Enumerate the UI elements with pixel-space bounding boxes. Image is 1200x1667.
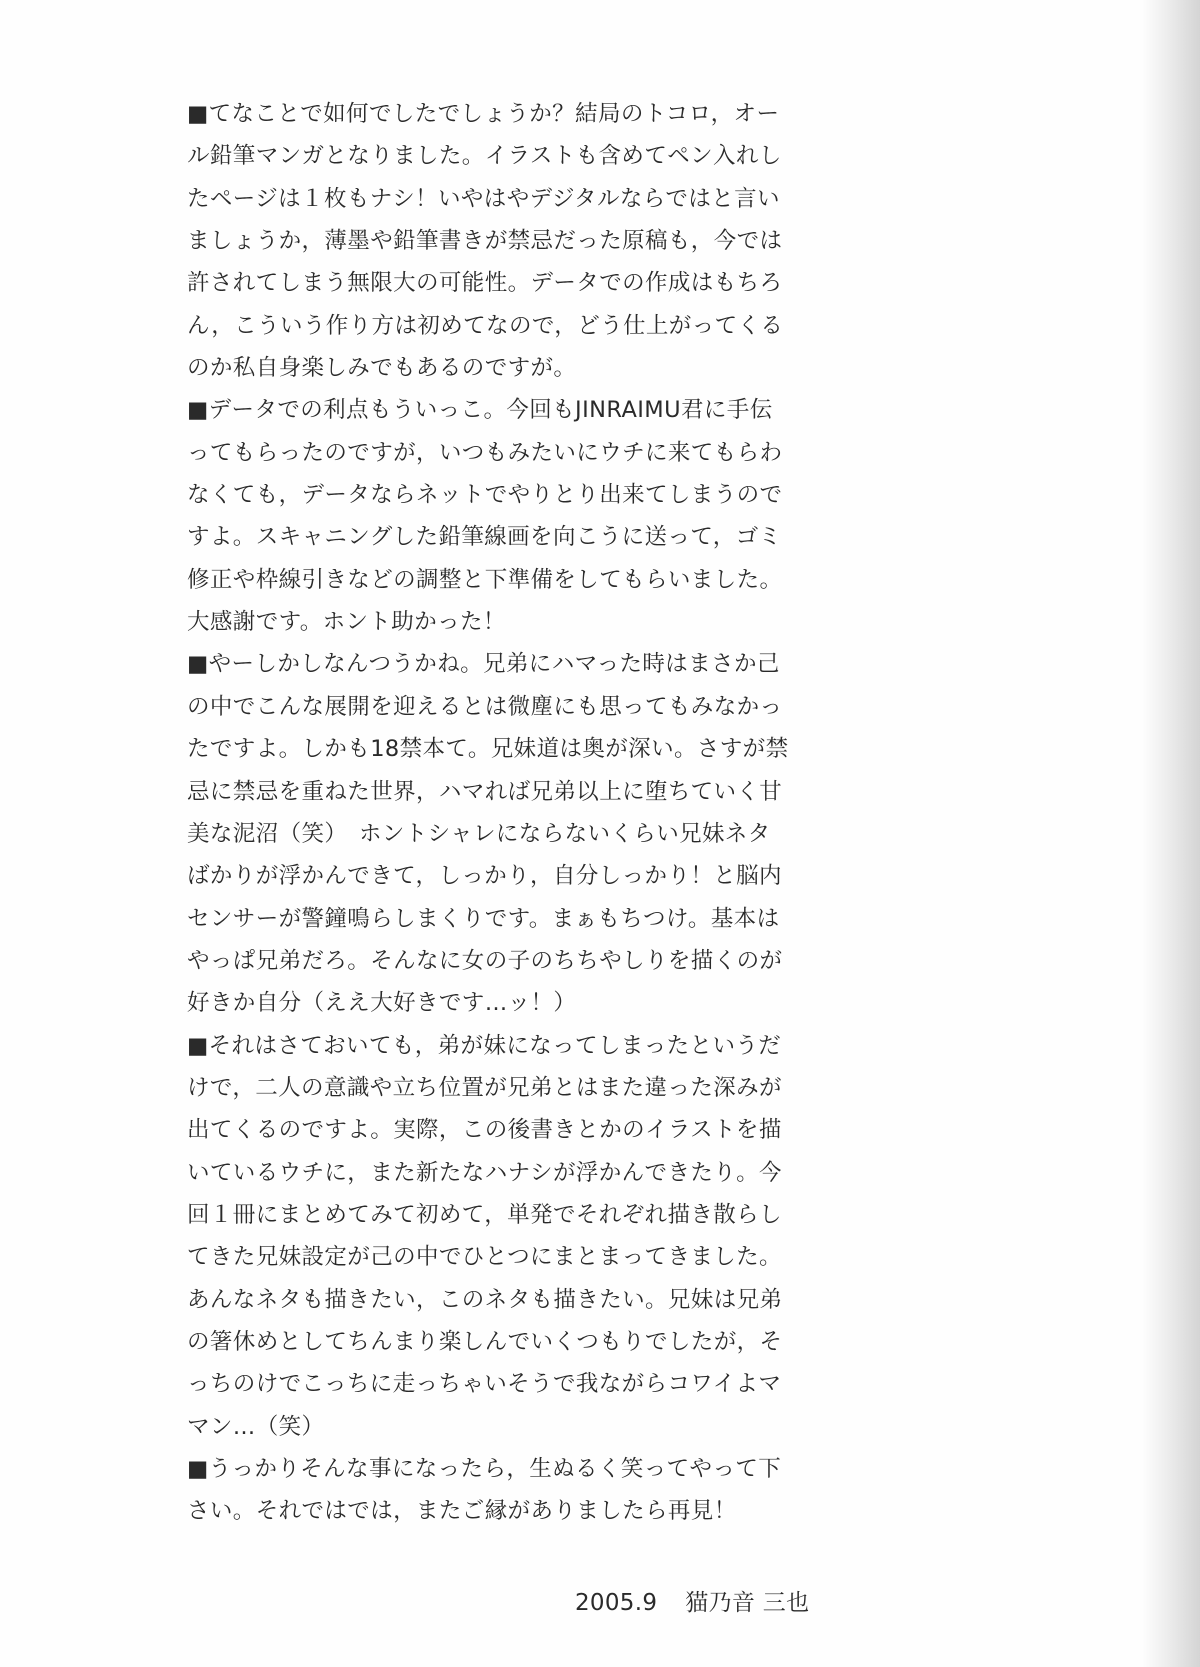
page-edge-shadow	[1142, 0, 1200, 1667]
text-line: てきた兄妹設定が己の中でひとつにまとまってきました。	[187, 1244, 782, 1271]
text-line: のか私自身楽しみでもあるのですが。	[187, 355, 577, 382]
text-line: マン…（笑）	[187, 1413, 325, 1440]
text-line: 好きか自分（ええ大好きです…ッ！）	[187, 990, 577, 1017]
text-line: 修正や枠線引きなどの調整と下準備をしてもらいました。	[187, 566, 783, 593]
text-line: たですよ。しかも18禁本て。兄妹道は奥が深い。さすが禁	[187, 736, 789, 763]
text-line: の箸休めとしてちんまり楽しんでいくつもりでしたが，そ	[187, 1328, 783, 1355]
text-line: いているウチに，また新たなハナシが浮かんできたり。今	[187, 1159, 782, 1186]
signature-author: 猫乃音 三也	[685, 1590, 810, 1616]
text-line: ■それはさておいても，弟が妹になってしまったというだ	[187, 1032, 782, 1059]
text-line: すよ。スキャニングした鉛筆線画を向こうに送って，ゴミ	[187, 524, 782, 551]
text-line: なくても，データならネットでやりとり出来てしまうので	[187, 482, 783, 509]
text-line: ■データでの利点もういっこ。今回もJINRAIMU君に手伝	[187, 397, 773, 424]
text-line: ■やーしかしなんつうかね。兄弟にハマった時はまさか己	[187, 651, 780, 678]
text-line: ばかりが浮かんできて，しっかり，自分しっかり！と脳内	[187, 863, 782, 890]
text-line: やっぱ兄弟だろ。そんなに女の子のちちやしりを描くのが	[187, 947, 783, 974]
text-line: ってもらったのですが，いつもみたいにウチに来てもらわ	[187, 439, 783, 466]
text-line: っちのけでこっちに走っちゃいそうで我ながらコワイよマ	[187, 1371, 782, 1398]
text-line: 許されてしまう無限大の可能性。データでの作成はもちろ	[187, 270, 783, 297]
text-line: の中でこんな展開を迎えるとは微塵にも思ってもみなかっ	[187, 693, 783, 720]
text-line: 回１冊にまとめてみて初めて，単発でそれぞれ描き散らし	[187, 1201, 782, 1228]
text-line: ましょうか，薄墨や鉛筆書きが禁忌だった原稿も，今では	[187, 228, 783, 255]
text-line: センサーが警鐘鳴らしまくりです。まぁもちつけ。基本は	[187, 905, 780, 932]
text-line: たページは１枚もナシ！いやはやデジタルならではと言い	[187, 185, 780, 212]
text-line: ■てなことで如何でしたでしょうか？結局のトコロ，オー	[187, 101, 780, 127]
signature-date: 2005.9	[575, 1590, 658, 1616]
text-line: さい。それではでは，またご縁がありましたら再見！	[187, 1498, 737, 1525]
text-line: あんなネタも描きたい，このネタも描きたい。兄妹は兄弟	[187, 1286, 783, 1313]
text-line: 大感謝です。ホント助かった！	[187, 609, 506, 636]
text-line: ■うっかりそんな事になったら，生ぬるく笑ってやって下	[187, 1456, 782, 1482]
signature	[575, 1585, 809, 1621]
text-line: けで，二人の意識や立ち位置が兄弟とはまた違った深みが	[187, 1074, 782, 1101]
text-line: 出てくるのですよ。実際，この後書きとかのイラストを描	[187, 1117, 782, 1144]
text-line: ん，こういう作り方は初めてなので，どう仕上がってくる	[187, 312, 784, 339]
afterword-text	[187, 93, 807, 1533]
text-line: ル鉛筆マンガとなりました。イラストも含めてペン入れし	[187, 143, 782, 170]
text-line: 美な泥沼（笑） ホントシャレにならないくらい兄妹ネタ	[187, 820, 771, 847]
text-line: 忌に禁忌を重ねた世界，ハマれば兄弟以上に堕ちていく甘	[187, 778, 783, 805]
